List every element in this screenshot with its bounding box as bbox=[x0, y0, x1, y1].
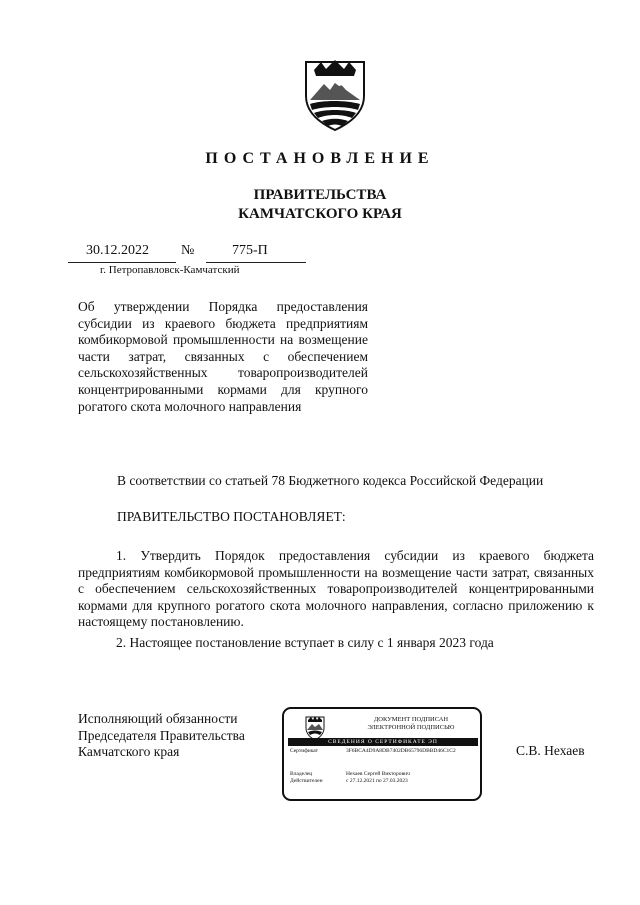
stamp-title-line-1: ДОКУМЕНТ ПОДПИСАН bbox=[373, 716, 449, 723]
issuer-title bbox=[0, 186, 640, 224]
signer-position-line-1: Исполняющий обязанности bbox=[78, 711, 238, 726]
number-sign: № bbox=[181, 243, 195, 258]
certificate-label: Сертификат bbox=[290, 748, 318, 754]
owner-value: Нехаев Сергей Викторович bbox=[346, 771, 410, 777]
legal-basis: В соответствии со статьей 78 Бюджетного кодекса Российской Федерации bbox=[117, 473, 544, 488]
signer-position bbox=[78, 711, 245, 761]
resolution-heading: ПРАВИТЕЛЬСТВО ПОСТАНОВЛЯЕТ: bbox=[117, 509, 346, 524]
certificate-value: 3F6BCA4D9A8DB7402DB65796DBBD46C1C2 bbox=[346, 748, 456, 754]
number-underline bbox=[206, 262, 306, 263]
signer-position-line-2: Председателя Правительства bbox=[78, 727, 245, 743]
certificate-info-bar: СВЕДЕНИЯ О СЕРТИФИКАТЕ ЭП bbox=[288, 738, 478, 746]
issuer-line-1: ПРАВИТЕЛЬСТВА bbox=[253, 187, 387, 203]
issue-city: г. Петропавловск-Камчатский bbox=[100, 264, 240, 276]
signer-position-line-3: Камчатского края bbox=[78, 744, 180, 760]
document-subject: Об утверждении Порядка предоставления субсидии из краевого бюджета предприятиям комбикормовой промышленности на возмещение части затрат, связанных с обеспечением сельскохозяйственных товаропроизводителей концентрированными кормами для крупного рогатого скота молочного направления bbox=[78, 299, 368, 414]
document-type-title: ПОСТАНОВЛЕНИЕ bbox=[205, 150, 435, 167]
kamchatka-coat-of-arms-icon bbox=[302, 58, 368, 132]
date-underline bbox=[68, 262, 176, 263]
issuer-line-2: КАМЧАТСКОГО КРАЯ bbox=[238, 206, 402, 222]
document-date: 30.12.2022 bbox=[86, 243, 149, 258]
validity-value: с 27.12.2021 по 27.03.2023 bbox=[346, 778, 408, 784]
item-2: 2. Настоящее постановление вступает в силу с 1 января 2023 года bbox=[116, 635, 494, 650]
item-1: 1. Утвердить Порядок предоставления субсидии из краевого бюджета предприятиям комбикормовой промышленности на возмещение части затрат, связанных с обеспечением сельскохозяйственных товаропроизводителей концентрированными кормами для крупного рогатого скота молочного направления, согласно приложению к настоящему постановлению. bbox=[78, 548, 594, 630]
document-number: 775-П bbox=[232, 243, 268, 258]
electronic-signature-stamp bbox=[282, 707, 482, 801]
validity-label: Действителен bbox=[290, 778, 323, 784]
owner-label: Владелец bbox=[290, 771, 313, 777]
signer-name: С.В. Нехаев bbox=[516, 743, 585, 758]
stamp-title-line-2: ЭЛЕКТРОННОЙ ПОДПИСЬЮ bbox=[367, 724, 455, 731]
stamp-title bbox=[346, 716, 476, 732]
